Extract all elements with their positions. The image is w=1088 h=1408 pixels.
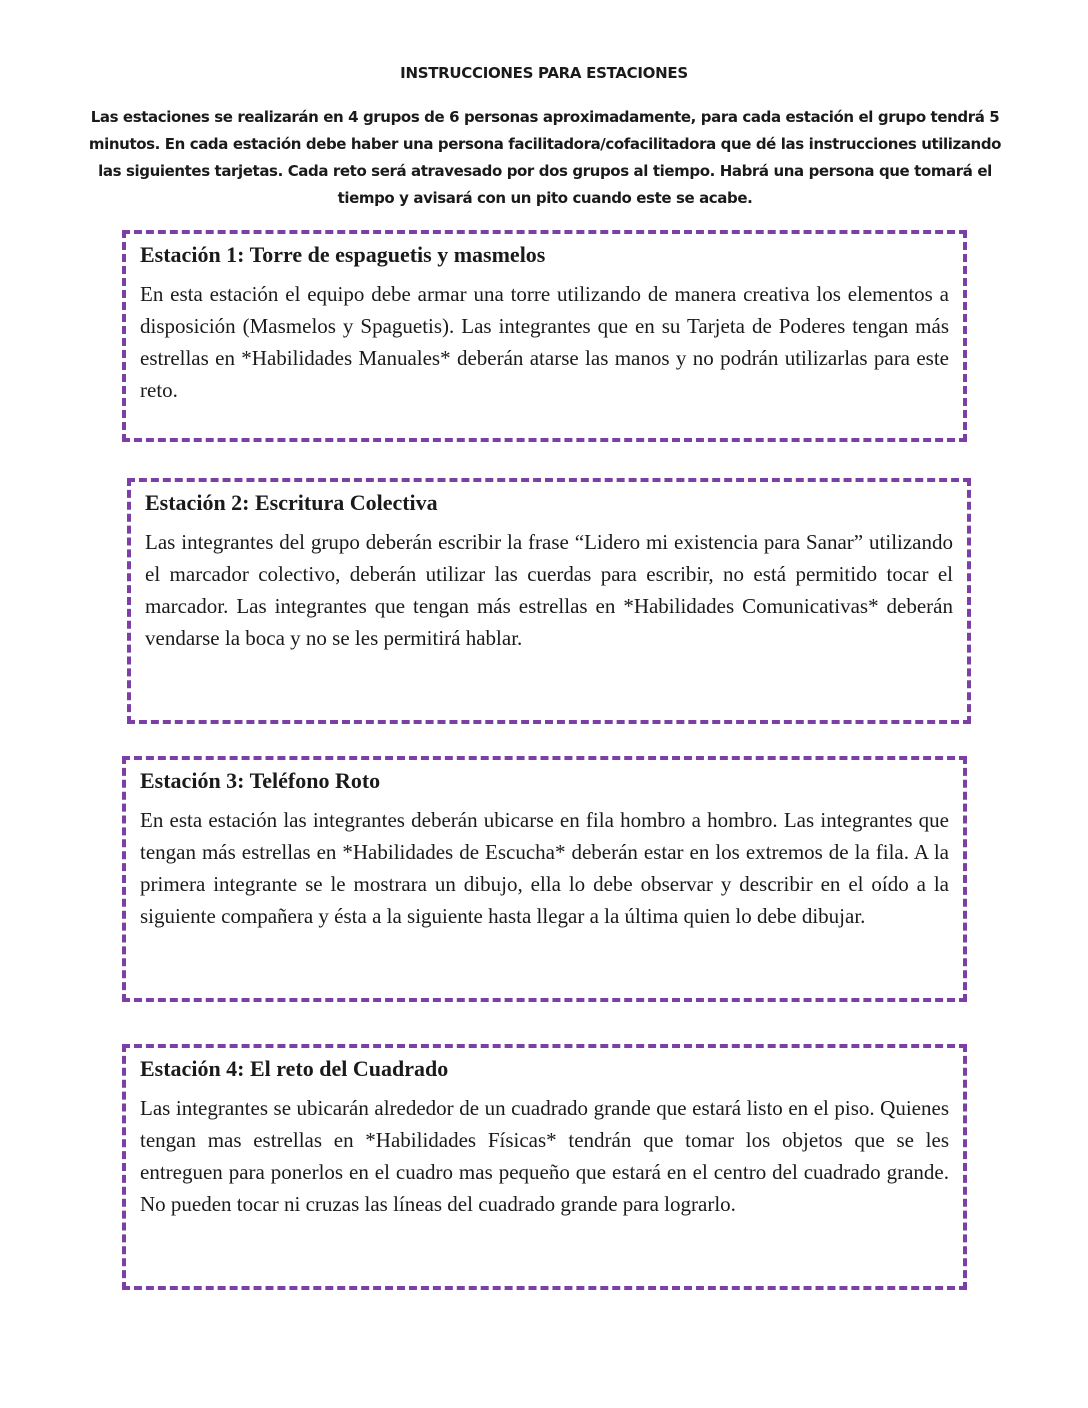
station-title: Estación 3: Teléfono Roto <box>140 768 381 793</box>
document-title: INSTRUCCIONES PARA ESTACIONES <box>400 64 688 82</box>
station-title: Estación 4: El reto del Cuadrado <box>140 1056 449 1081</box>
station-card-1 <box>122 230 967 442</box>
station-title: Estación 2: Escritura Colectiva <box>145 490 438 515</box>
station-text: Las integrantes se ubicarán alrededor de un cuadrado grande que estará listo en el piso. Quienes tengan mas estrellas en *Habilidades Físicas* tendrán que tomar los objetos que se les entreguen para ponerlos en el cuadro mas pequeño que estará en el centro del cuadrado grande. No pueden tocar ni cruzas las líneas del cuadrado grande para lograrlo. <box>140 1096 949 1216</box>
station-title: Estación 1: Torre de espaguetis y masmelos <box>140 242 546 267</box>
station-text: Las integrantes del grupo deberán escribir la frase “Lidero mi existencia para Sanar” utilizando el marcador colectivo, deberán utilizar las cuerdas para escribir, no está permitido tocar el marcador. Las integrantes que tengan más estrellas en *Habilidades Comunicativas* deberán vendarse la boca y no se les permitirá hablar. <box>145 530 953 650</box>
station-text: En esta estación las integrantes deberán ubicarse en fila hombro a hombro. Las integrantes que tengan más estrellas en *Habilidades de Escucha* deberán estar en los extremos de la fila. A la primera integrante se le mostrara un dibujo, ella lo debe observar y describir en el oído a la siguiente compañera y ésta a la siguiente hasta llegar a la última quien lo debe dibujar. <box>140 808 949 928</box>
station-text: En esta estación el equipo debe armar una torre utilizando de manera creativa los elementos a disposición (Masmelos y Spaguetis). Las integrantes que en su Tarjeta de Poderes tengan más estrellas en *Habilidades Manuales* deberán atarse las manos y no podrán utilizarlas para este reto. <box>140 282 949 402</box>
station-card-4 <box>122 1044 967 1290</box>
document-intro: Las estaciones se realizarán en 4 grupos de 6 personas aproximadamente, para cada estación el grupo tendrá 5 minutos. En cada estación debe haber una persona facilitadora/cofacilitadora que dé las instrucciones utilizando las siguientes tarjetas. Cada reto será atravesado por dos grupos al tiempo. Habrá una persona que tomará el tiempo y avisará con un pito cuando este se acabe. <box>88 108 1002 207</box>
station-card-3 <box>122 756 967 1002</box>
station-card-2 <box>127 478 971 724</box>
